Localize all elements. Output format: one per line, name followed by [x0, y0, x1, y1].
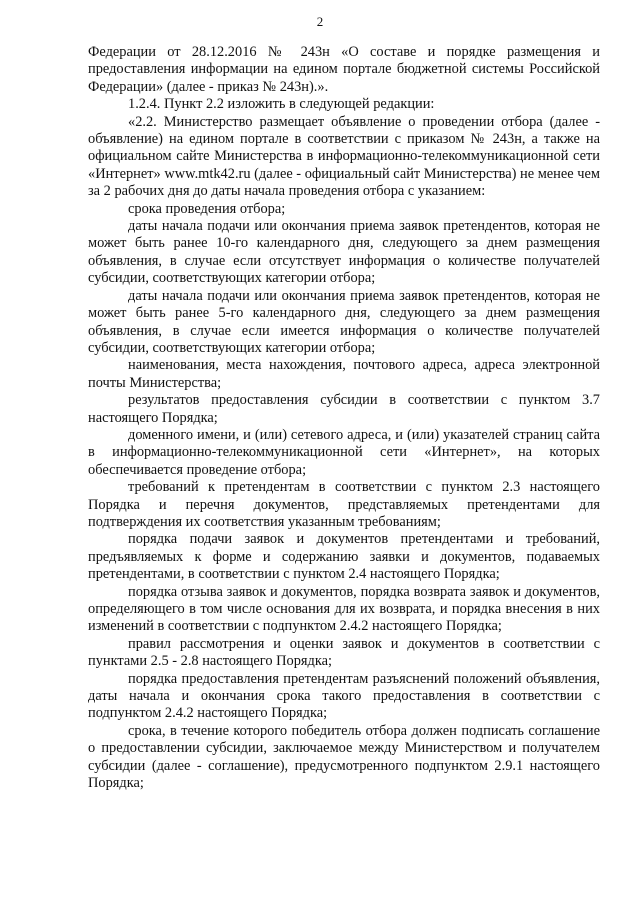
document-body — [88, 44, 600, 792]
list-item: требований к претендентам в соответствии с пунктом 2.3 настоящего Порядка и перечня документов, представляемых претендентами для подтверждения их соответствия указанным требованиям; — [88, 479, 600, 530]
list-item: доменного имени, и (или) сетевого адреса, и (или) указателей страниц сайта в информационно-телекоммуникационной сети «Интернет», на которых обеспечивается проведение отбора; — [88, 426, 600, 478]
list-item: порядка подачи заявок и документов претендентами и требований, предъявляемых к форме и содержанию заявки и документов, подаваемых претендентами, в соответствии с пунктом 2.4 настоящего Порядка; — [88, 531, 600, 583]
list-item: порядка предоставления претендентам разъяснений положений объявления, даты начала и окончания срока такого предоставления в соответствии с подпунктом 2.4.2 настоящего Порядка; — [88, 670, 600, 722]
list-item: результатов предоставления субсидии в соответствии с пунктом 3.7 настоящего Порядка; — [88, 392, 600, 426]
list-item: срока, в течение которого победитель отбора должен подписать соглашение о предоставлении субсидии, заключаемое между Министерством и получателем субсидии (далее - соглашение), предусмотренного подпунктом 2.9.1 настоящего Порядка; — [88, 722, 600, 792]
list-item: срока проведения отбора; — [128, 200, 286, 217]
page-number: 2 — [316, 14, 324, 29]
list-item: порядка отзыва заявок и документов, порядка возврата заявок и документов, определяющего в том числе основания для их возврата, и порядка внесения в них изменений в соответствии с подпунктом 2.4.2 настоящего Порядка; — [88, 583, 600, 635]
list-item: наименования, места нахождения, почтового адреса, адреса электронной почты Министерства; — [88, 357, 600, 391]
list-item: даты начала подачи или окончания приема заявок претендентов, которая не может быть ранее 10-го календарного дня, следующего за днем размещения объявления, в случае если отсутствует информация о количестве получателей субсидии, соответствующих категории отбора; — [88, 218, 600, 287]
paragraph-clause-1-2-4: 1.2.4. Пункт 2.2 изложить в следующей редакции: — [128, 96, 435, 113]
list-item: правил рассмотрения и оценки заявок и документов в соответствии с пунктами 2.5 - 2.8 настоящего Порядка; — [88, 635, 600, 670]
paragraph-clause-2-2: «2.2. Министерство размещает объявление о проведении отбора (далее - объявление) на едином портале в соответствии с приказом № 243н, а также на официальном сайте Министерства в информационно-телекоммуникационной сети «Интернет» www.mtk42.ru (далее - официальный сайт Министерства) не менее чем за 2 рабочих дня до даты начала проведения отбора с указанием: — [88, 113, 600, 200]
list-item: даты начала подачи или окончания приема заявок претендентов, которая не может быть ранее 5-го календарного дня, следующего за днем размещения объявления, в случае если имеется информация о количестве получателей субсидии, соответствующих категории отбора; — [88, 287, 600, 356]
paragraph-continuation: Федерации от 28.12.2016 № 243н «О составе и порядке размещения и предоставления информации на едином портале бюджетной системы Российской Федерации» (далее - приказ № 243н).». — [88, 44, 600, 95]
